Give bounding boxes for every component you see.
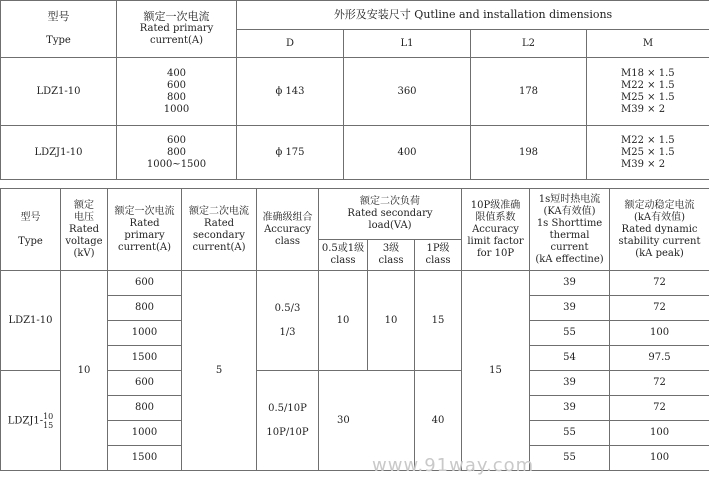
t1-d-cell: ϕ 143	[237, 58, 344, 126]
t2-primary-cell: 800	[108, 396, 182, 421]
t2-thermal-cell: 55	[530, 421, 610, 446]
t2-thermal-cell: 39	[530, 296, 610, 321]
t2-burden-05-header: 0.5或1级 class	[319, 240, 368, 271]
t2-burden-header: 额定二次负荷 Rated secondary load(VA)	[319, 189, 462, 240]
t2-primary-cell: 1000	[108, 321, 182, 346]
t2-primary-cell: 600	[108, 371, 182, 396]
t1-primary-header	[117, 1, 237, 58]
t1-type-header-zh: 型号	[47, 10, 70, 23]
t2-burden-1p-header: 1P级 class	[415, 240, 462, 271]
t1-type-cell: LDZJ1-10	[1, 126, 117, 180]
t2-dynamic-cell: 72	[610, 396, 709, 421]
table-row	[1, 58, 709, 126]
t2-primary-cell: 800	[108, 296, 182, 321]
t2-ldzj1-type-sup: 10	[43, 411, 54, 421]
t2-thermal-cell: 39	[530, 371, 610, 396]
dimensions-table	[0, 0, 709, 180]
t2-ldzj1-burden-05: 30	[319, 371, 415, 471]
t1-dimensions-header: 外形及安装尺寸 Qutline and installation dimensions	[237, 1, 709, 30]
t2-voltage-cell: 10	[61, 271, 108, 471]
t1-l1-cell: 400	[344, 126, 471, 180]
t2-dynamic-cell: 72	[610, 296, 709, 321]
t1-type-cell: LDZ1-10	[1, 58, 117, 126]
t1-primary-header-en: Rated primary current(A)	[139, 23, 214, 46]
t2-type-header: 型号 Type	[1, 189, 61, 271]
t1-primary-cell: 600 800 1000~1500	[117, 126, 237, 180]
t1-col-l1: L1	[344, 30, 471, 58]
t2-primary-cell: 1500	[108, 346, 182, 371]
t1-col-l2: L2	[471, 30, 587, 58]
t2-ldzj1-accuracy: 0.5/10P 10P/10P	[257, 371, 319, 471]
t1-col-d: D	[237, 30, 344, 58]
t2-limit-header: 10P级准确 限值系数 Accuracy limit factor for 10P	[462, 189, 530, 271]
t2-thermal-header: 1s短时热电流 (KA有效值) 1s Shorttime thermal current (kA effectine)	[530, 189, 610, 271]
t2-primary-cell: 600	[108, 271, 182, 296]
t1-type-header	[1, 1, 117, 58]
table-row	[1, 271, 709, 296]
t2-primary-cell: 1000	[108, 421, 182, 446]
t1-col-m: M	[587, 30, 709, 58]
t2-ldz1-accuracy: 0.5/3 1/3	[257, 271, 319, 371]
watermark: www.91way.com	[372, 455, 535, 476]
t2-dynamic-cell: 100	[610, 421, 709, 446]
t2-ldzj1-type-base: LDZJ1-	[7, 415, 44, 426]
t2-ldz1-burden-3: 10	[368, 271, 415, 371]
t1-m-cell: M22 × 1.5 M25 × 1.5 M39 × 2	[587, 126, 709, 180]
t2-primary-header: 额定一次电流 Rated primary current(A)	[108, 189, 182, 271]
t2-ldzj1-type	[1, 371, 61, 471]
t1-l1-cell: 360	[344, 58, 471, 126]
t2-ldz1-burden-1p: 15	[415, 271, 462, 371]
t2-thermal-cell: 39	[530, 396, 610, 421]
t2-burden-3-header: 3级 class	[368, 240, 415, 271]
t2-thermal-cell: 39	[530, 271, 610, 296]
t2-dynamic-cell: 72	[610, 271, 709, 296]
t1-primary-cell: 400 600 800 1000	[117, 58, 237, 126]
t2-thermal-cell: 55	[530, 321, 610, 346]
t1-m-cell: M18 × 1.5 M22 × 1.5 M25 × 1.5 M39 × 2	[587, 58, 709, 126]
t2-dynamic-cell: 100	[610, 321, 709, 346]
t1-d-cell: ϕ 175	[237, 126, 344, 180]
t1-l2-cell: 198	[471, 126, 587, 180]
t2-thermal-cell: 55	[530, 446, 610, 471]
table-row	[1, 126, 709, 180]
t2-accuracy-header: 准确级组合 Accuracy class	[257, 189, 319, 271]
t2-secondary-cell: 5	[182, 271, 257, 471]
t2-voltage-header: 额定 电压 Rated voltage (kV)	[61, 189, 108, 271]
t2-dynamic-cell: 97.5	[610, 346, 709, 371]
table-row	[1, 371, 709, 396]
t2-dynamic-header: 额定动稳定电流 (kA有效值) Rated dynamic stability current (kA peak)	[610, 189, 709, 271]
t2-dynamic-cell: 72	[610, 371, 709, 396]
t2-dynamic-cell: 100	[610, 446, 709, 471]
t1-primary-header-zh: 额定一次电流	[143, 10, 210, 23]
t2-secondary-header: 额定二次电流 Rated secondary current(A)	[182, 189, 257, 271]
technical-data-table	[0, 188, 709, 471]
t2-primary-cell: 1500	[108, 446, 182, 471]
t2-thermal-cell: 54	[530, 346, 610, 371]
t2-ldz1-type: LDZ1-10	[1, 271, 61, 371]
t2-ldz1-burden-05: 10	[319, 271, 368, 371]
t2-limit-cell: 15	[462, 271, 530, 471]
t2-ldzj1-burden-1p: 40	[415, 371, 462, 471]
t1-l2-cell: 178	[471, 58, 587, 126]
t1-type-header-en: Type	[46, 35, 71, 46]
t2-ldzj1-type-sub: 15	[43, 420, 54, 430]
